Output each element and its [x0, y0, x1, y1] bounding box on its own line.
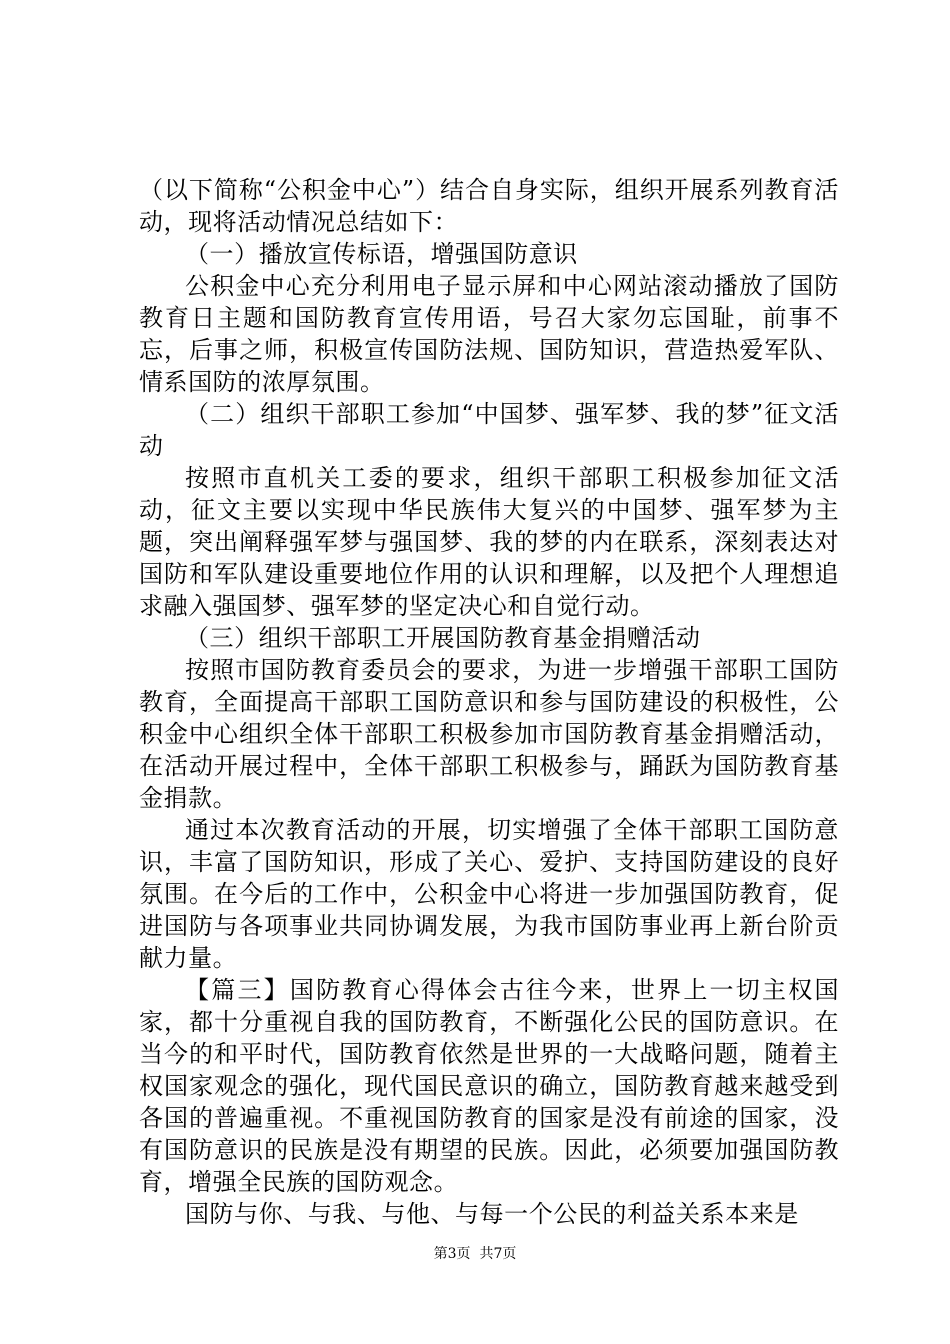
paragraph-section-1: 公积金中心充分利用电子显示屏和中心网站滚动播放了国防教育日主题和国防教育宣传用语，号召大家勿忘国耻，前事不忘，后事之师，积极宣传国防法规、国防知识，营造热爱军队、情系国防的浓厚氛围。 — [139, 272, 839, 396]
page-footer — [0, 1245, 950, 1263]
paragraph-section-3: 按照市国防教育委员会的要求，为进一步增强干部职工国防教育，全面提高干部职工国防意识和参与国防建设的积极性，公积金中心组织全体干部职工积极参加市国防教育基金捐赠活动，在活动开展过程中，全体干部职工积极参与，踊跃为国防教育基金捐款。 — [139, 656, 839, 812]
paragraph-part-three: 【篇三】国防教育心得体会古往今来，世界上一切主权国家，都十分重视自我的国防教育，不断强化公民的国防意识。在当今的和平时代，国防教育依然是世界的一大战略问题，随着主权国家观念的强化，现代国民意识的确立，国防教育越来越受到各国的普遍重视。不重视国防教育的国家是没有前途的国家，没有国防意识的民族是没有期望的民族。因此，必须要加强国防教育，增强全民族的国防观念。 — [139, 976, 839, 1196]
section-heading-1: （一）播放宣传标语，增强国防意识 — [185, 240, 578, 268]
section-heading-3: （三）组织干部职工开展国防教育基金捐赠活动 — [185, 624, 701, 652]
paragraph-summary: 通过本次教育活动的开展，切实增强了全体干部职工国防意识，丰富了国防知识，形成了关心、爱护、支持国防建设的良好氛围。在今后的工作中，公积金中心将进一步加强国防教育，促进国防与各项事业共同协调发展，为我市国防事业再上新台阶贡献力量。 — [139, 816, 839, 972]
paragraph-final-line: 国防与你、与我、与他、与每一个公民的利益关系本来是 — [185, 1200, 799, 1228]
page-number-label: 第3页 共7页 — [433, 1246, 517, 1262]
paragraph-intro-continuation: （以下简称“公积金中心”）结合自身实际，组织开展系列教育活动，现将活动情况总结如下： — [139, 176, 839, 236]
document-body — [139, 174, 839, 1230]
section-heading-2: （二）组织干部职工参加“中国梦、强军梦、我的梦”征文活动 — [139, 400, 839, 460]
paragraph-section-2: 按照市直机关工委的要求，组织干部职工积极参加征文活动，征文主要以实现中华民族伟大复兴的中国梦、强军梦为主题，突出阐释强军梦与强国梦、我的梦的内在联系，深刻表达对国防和军队建设重要地位作用的认识和理解，以及把个人理想追求融入强国梦、强军梦的坚定决心和自觉行动。 — [139, 464, 839, 620]
